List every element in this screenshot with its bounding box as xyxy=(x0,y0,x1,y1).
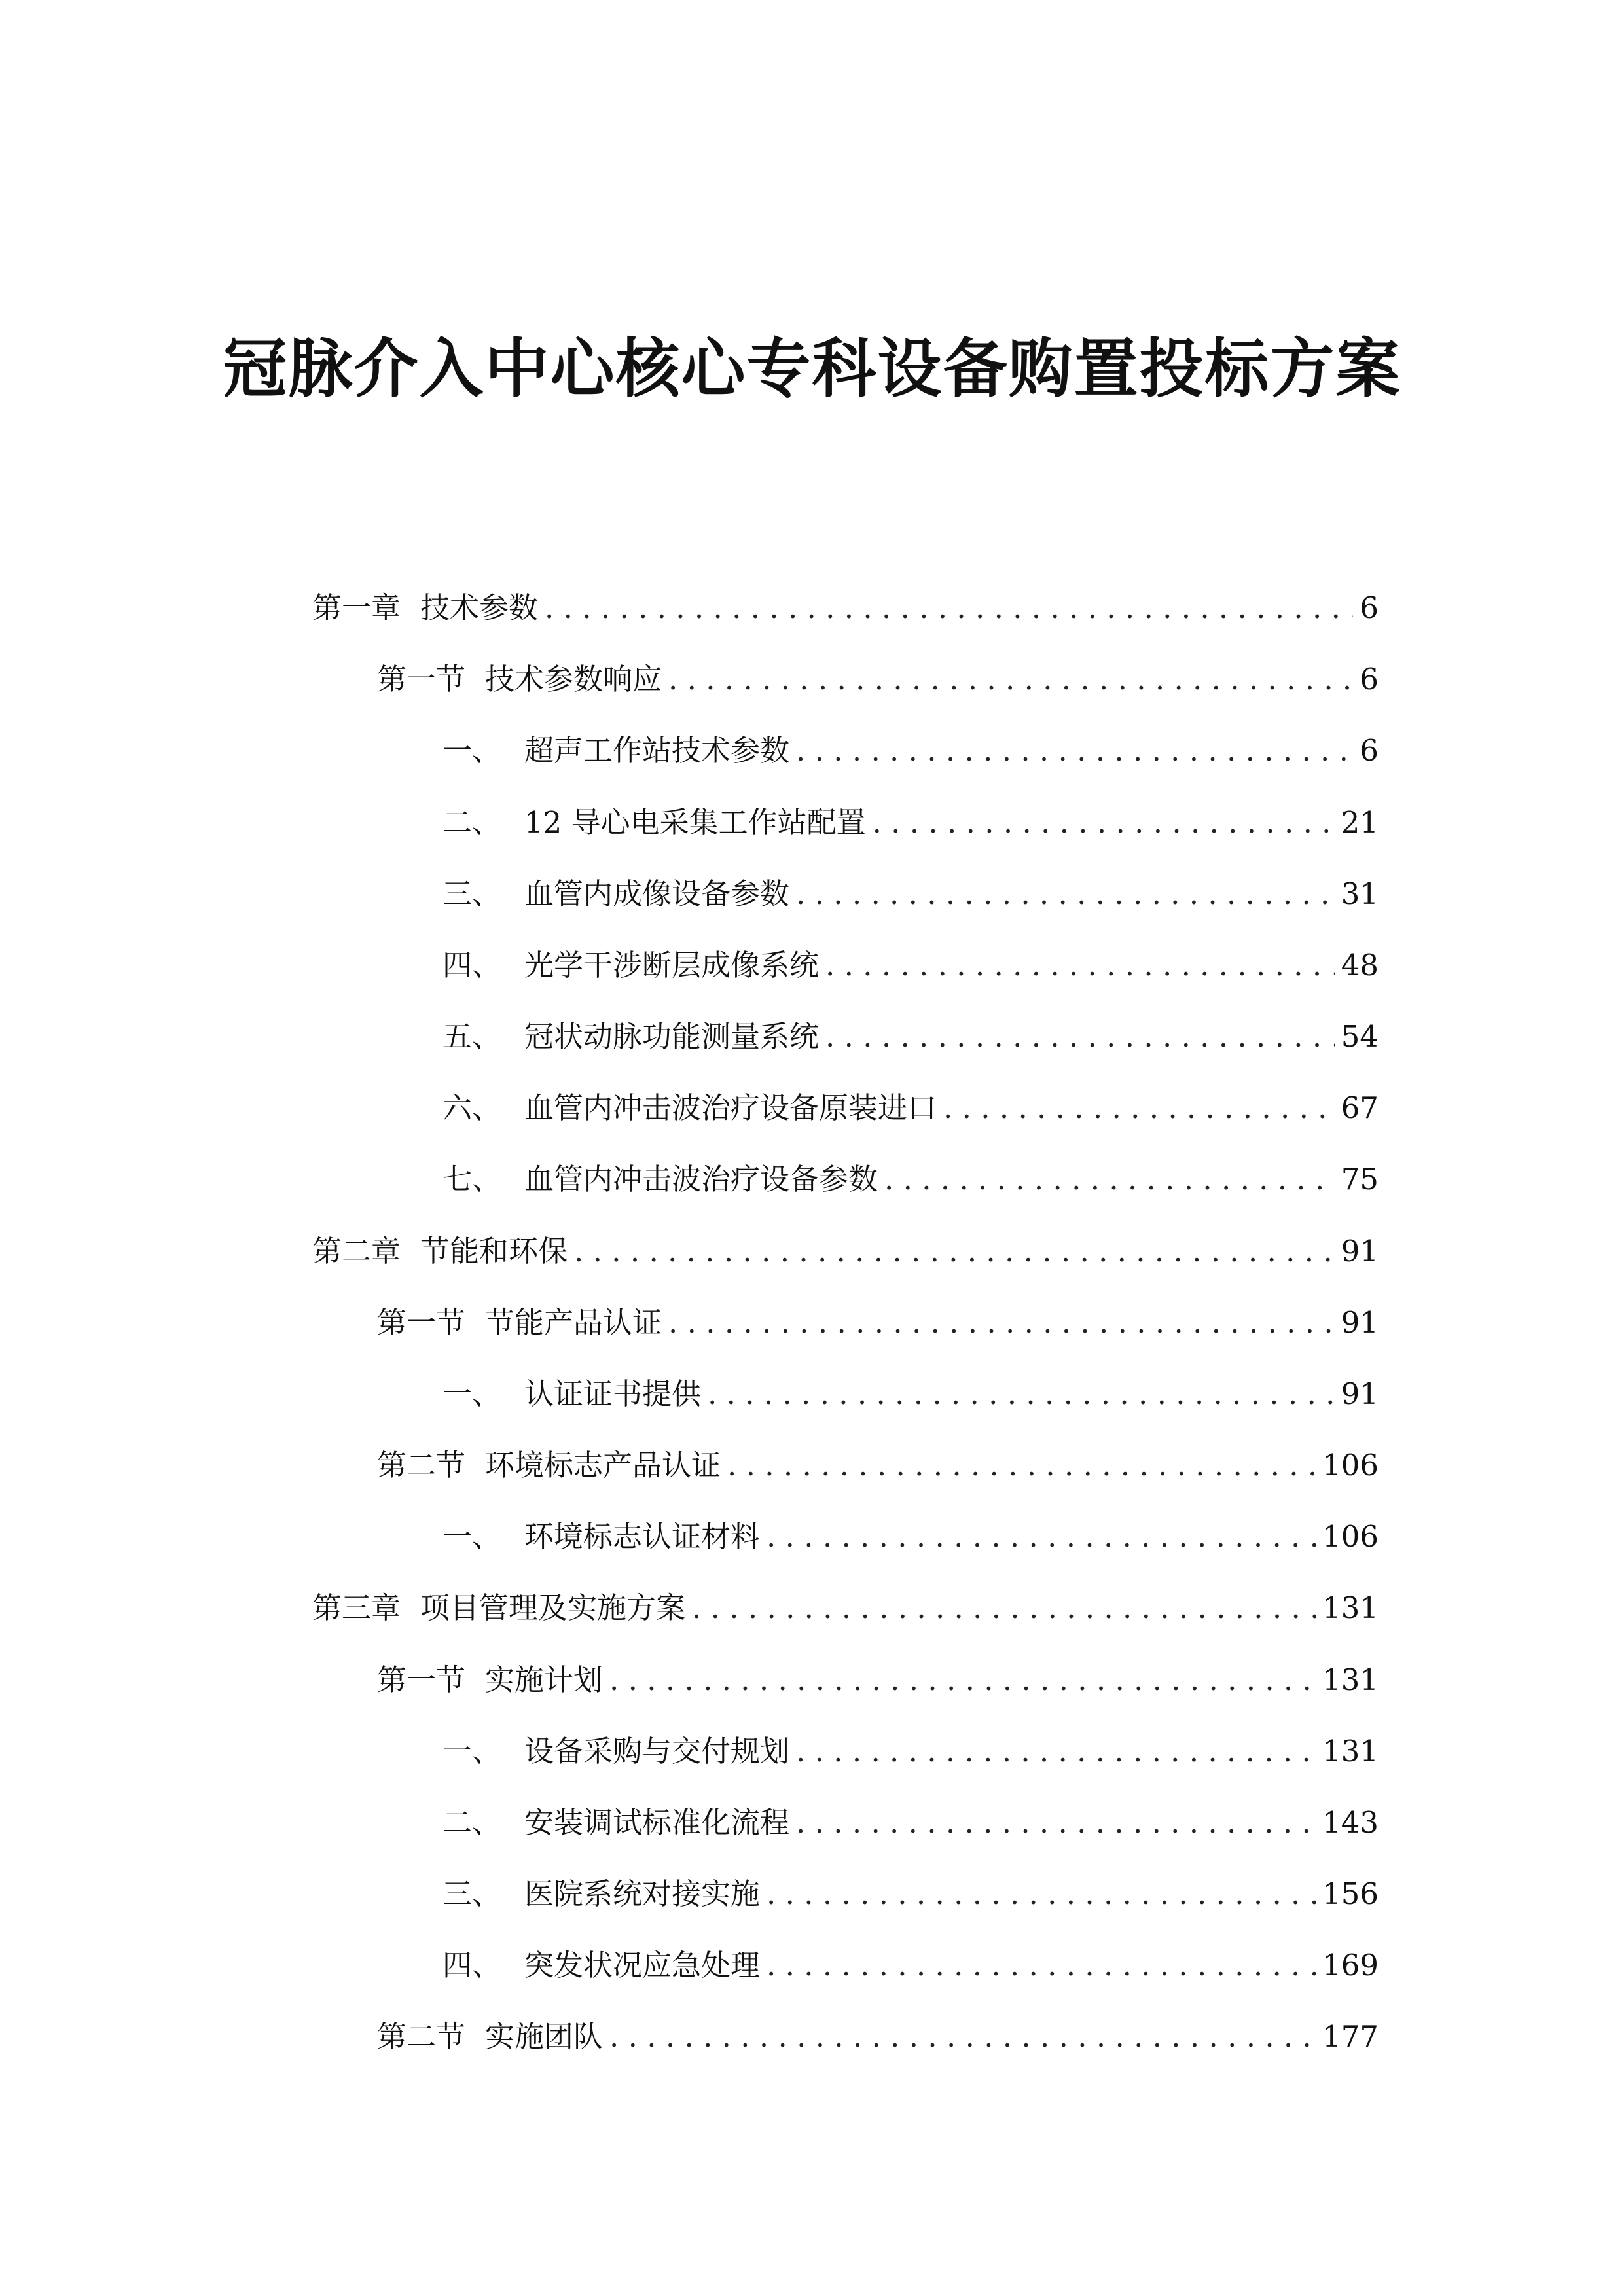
toc-page-number: 131 xyxy=(1322,1590,1379,1625)
toc-number: 六、 xyxy=(442,1090,502,1125)
toc-label: 血管内成像设备参数 xyxy=(524,876,790,911)
toc-page-number: 91 xyxy=(1341,1376,1379,1411)
toc-label: 光学干涉断层成像系统 xyxy=(524,948,820,982)
toc-leader-dots xyxy=(873,800,1335,846)
toc-leader-dots xyxy=(796,728,1353,774)
toc-entry-section-3-2[interactable] xyxy=(377,2014,1379,2060)
toc-entry-section-3-1[interactable] xyxy=(377,1657,1379,1703)
toc-leader-dots xyxy=(727,1443,1316,1488)
toc-number: 二、 xyxy=(442,1805,502,1840)
toc-label: 技术参数 xyxy=(420,590,539,625)
toc-number: 第一节 xyxy=(377,1305,466,1340)
toc-label: 环境标志认证材料 xyxy=(524,1519,761,1554)
toc-entry-chapter-2[interactable] xyxy=(312,1229,1379,1274)
toc-label: 冠状动脉功能测量系统 xyxy=(524,1019,820,1054)
toc-leader-dots xyxy=(708,1371,1335,1417)
toc-entry-item-1-1-1[interactable] xyxy=(442,728,1379,774)
toc-entry-item-2-1-1[interactable] xyxy=(442,1371,1379,1417)
toc-page-number: 31 xyxy=(1341,876,1379,911)
toc-label: 安装调试标准化流程 xyxy=(524,1805,790,1840)
toc-label: 超声工作站技术参数 xyxy=(524,733,790,768)
toc-entry-item-1-1-6[interactable] xyxy=(442,1085,1379,1131)
toc-label: 项目管理及实施方案 xyxy=(420,1590,686,1625)
toc-number: 一、 xyxy=(442,733,502,768)
toc-page-number: 54 xyxy=(1341,1019,1379,1054)
toc-page-number: 91 xyxy=(1341,1234,1379,1268)
toc-number: 第一节 xyxy=(377,662,466,696)
toc-label: 环境标志产品认证 xyxy=(485,1448,721,1482)
toc-page-number: 75 xyxy=(1341,1162,1379,1196)
toc-leader-dots xyxy=(796,871,1335,917)
toc-leader-dots xyxy=(668,656,1353,702)
toc-entry-chapter-3[interactable] xyxy=(312,1585,1379,1631)
toc-entry-item-3-1-4[interactable] xyxy=(442,1943,1379,1988)
toc-number: 一、 xyxy=(442,1376,502,1411)
toc-number: 一、 xyxy=(442,1734,502,1768)
toc-leader-dots xyxy=(692,1585,1316,1631)
toc-label: 血管内冲击波治疗设备参数 xyxy=(524,1162,878,1196)
toc-page-number: 6 xyxy=(1360,590,1379,625)
toc-leader-dots xyxy=(767,1514,1316,1560)
toc-number: 第三章 xyxy=(312,1590,401,1625)
toc-leader-dots xyxy=(545,585,1353,631)
toc-entry-item-1-1-2[interactable] xyxy=(442,800,1379,846)
toc-page-number: 6 xyxy=(1360,733,1379,768)
toc-entry-section-2-1[interactable] xyxy=(377,1300,1379,1346)
toc-leader-dots xyxy=(668,1300,1335,1346)
toc-page-number: 106 xyxy=(1322,1519,1379,1554)
toc-entry-item-3-1-2[interactable] xyxy=(442,1800,1379,1846)
toc-number: 三、 xyxy=(442,876,502,911)
toc-page-number: 106 xyxy=(1322,1448,1379,1482)
toc-number: 五、 xyxy=(442,1019,502,1054)
toc-number: 第二节 xyxy=(377,1448,466,1482)
toc-leader-dots xyxy=(609,1657,1316,1703)
toc-entry-section-2-2[interactable] xyxy=(377,1443,1379,1488)
toc-label: 实施计划 xyxy=(485,1662,604,1697)
toc-number: 四、 xyxy=(442,948,502,982)
toc-label: 血管内冲击波治疗设备原装进口 xyxy=(524,1090,937,1125)
toc-number: 三、 xyxy=(442,1876,502,1911)
toc-page-number: 177 xyxy=(1322,2019,1379,2054)
toc-entry-item-2-2-1[interactable] xyxy=(442,1514,1379,1560)
toc-entry-item-1-1-4[interactable] xyxy=(442,942,1379,988)
toc-number: 七、 xyxy=(442,1162,502,1196)
toc-label: 认证证书提供 xyxy=(524,1376,702,1411)
toc-leader-dots xyxy=(884,1157,1335,1202)
toc-page-number: 91 xyxy=(1341,1305,1379,1340)
toc-page-number: 156 xyxy=(1322,1876,1379,1911)
toc-entry-chapter-1[interactable] xyxy=(312,585,1379,631)
toc-leader-dots xyxy=(796,1729,1316,1774)
toc-leader-dots xyxy=(943,1085,1335,1131)
toc-leader-dots xyxy=(825,1014,1335,1060)
toc-leader-dots xyxy=(609,2014,1316,2060)
toc-label: 节能和环保 xyxy=(420,1234,568,1268)
toc-entry-item-3-1-3[interactable] xyxy=(442,1871,1379,1917)
toc-leader-dots xyxy=(767,1943,1316,1988)
toc-label: 设备采购与交付规划 xyxy=(524,1734,790,1768)
toc-label: 技术参数响应 xyxy=(485,662,662,696)
toc-leader-dots xyxy=(825,942,1335,988)
toc-leader-dots xyxy=(796,1800,1316,1846)
toc-entry-item-1-1-3[interactable] xyxy=(442,871,1379,917)
toc-page-number: 21 xyxy=(1341,805,1379,840)
toc-entry-item-1-1-5[interactable] xyxy=(442,1014,1379,1060)
toc-leader-dots xyxy=(574,1229,1335,1274)
toc-number: 第二节 xyxy=(377,2019,466,2054)
toc-page-number: 131 xyxy=(1322,1734,1379,1768)
toc-number: 四、 xyxy=(442,1948,502,1982)
toc-page-number: 6 xyxy=(1360,662,1379,696)
toc-label: 医院系统对接实施 xyxy=(524,1876,761,1911)
toc-number: 第二章 xyxy=(312,1234,401,1268)
toc-entry-item-1-1-7[interactable] xyxy=(442,1157,1379,1202)
toc-page-number: 48 xyxy=(1341,948,1379,982)
toc-number: 第一章 xyxy=(312,590,401,625)
document-title: 冠脉介入中心核心专科设备购置投标方案 xyxy=(223,331,1401,406)
toc-page-number: 169 xyxy=(1322,1948,1379,1982)
toc-label: 节能产品认证 xyxy=(485,1305,662,1340)
toc-label: 12 导心电采集工作站配置 xyxy=(524,805,866,840)
toc-number: 二、 xyxy=(442,805,502,840)
toc-leader-dots xyxy=(767,1871,1316,1917)
toc-page-number: 67 xyxy=(1341,1090,1379,1125)
toc-number: 第一节 xyxy=(377,1662,466,1697)
toc-page-number: 131 xyxy=(1322,1662,1379,1697)
toc-page-number: 143 xyxy=(1322,1805,1379,1840)
toc-label: 实施团队 xyxy=(485,2019,604,2054)
toc-entry-item-3-1-1[interactable] xyxy=(442,1729,1379,1774)
toc-number: 一、 xyxy=(442,1519,502,1554)
toc-entry-section-1-1[interactable] xyxy=(377,656,1379,702)
toc-label: 突发状况应急处理 xyxy=(524,1948,761,1982)
